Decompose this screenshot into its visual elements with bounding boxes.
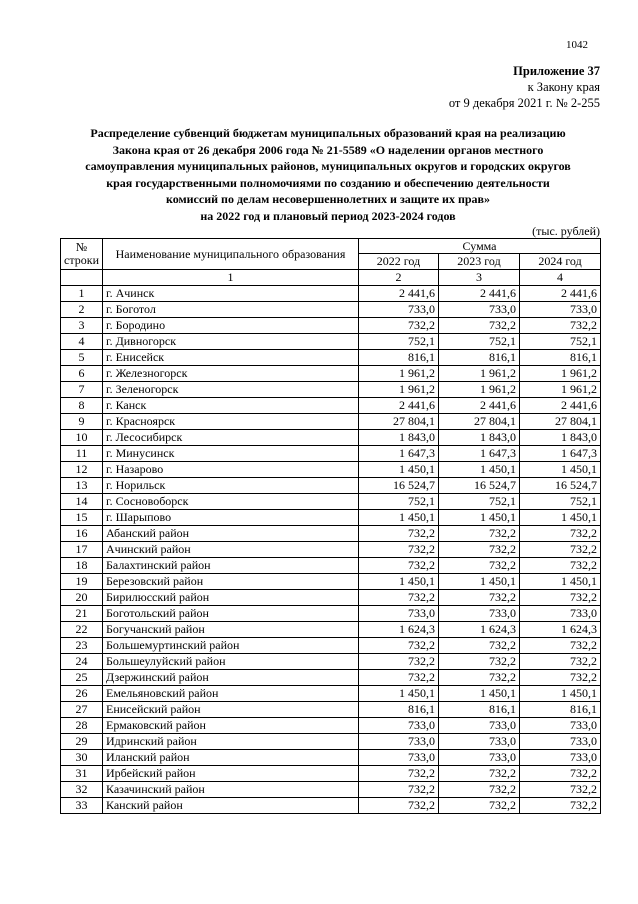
table-row	[61, 510, 601, 526]
amount-2022: 2 441,6	[359, 286, 439, 302]
amount-2023: 1 843,0	[439, 430, 520, 446]
amount-2024: 816,1	[520, 350, 601, 366]
municipality-name: г. Норильск	[103, 478, 359, 494]
municipality-name: г. Железногорск	[103, 366, 359, 382]
amount-2024: 733,0	[520, 750, 601, 766]
amount-2023: 732,2	[439, 590, 520, 606]
unit-label: (тыс. рублей)	[532, 224, 600, 238]
amount-2022: 732,2	[359, 798, 439, 814]
amount-2022: 1 647,3	[359, 446, 439, 462]
municipality-name: г. Зеленогорск	[103, 382, 359, 398]
appendix-block	[449, 63, 600, 111]
row-number: 28	[61, 718, 103, 734]
amount-2023: 732,2	[439, 318, 520, 334]
table-row	[61, 734, 601, 750]
amount-2022: 1 624,3	[359, 622, 439, 638]
amount-2023: 1 450,1	[439, 462, 520, 478]
amount-2023: 733,0	[439, 606, 520, 622]
municipality-name: Ирбейский район	[103, 766, 359, 782]
amount-2024: 1 450,1	[520, 510, 601, 526]
municipality-name: Енисейский район	[103, 702, 359, 718]
municipality-name: г. Минусинск	[103, 446, 359, 462]
amount-2024: 1 647,3	[520, 446, 601, 462]
row-number: 20	[61, 590, 103, 606]
amount-2022: 733,0	[359, 718, 439, 734]
row-number: 1	[61, 286, 103, 302]
amount-2024: 732,2	[520, 526, 601, 542]
amount-2024: 733,0	[520, 606, 601, 622]
header-year-2024: 2024 год	[520, 254, 601, 270]
amount-2022: 816,1	[359, 350, 439, 366]
table-row	[61, 382, 601, 398]
amount-2023: 733,0	[439, 734, 520, 750]
amount-2022: 732,2	[359, 654, 439, 670]
subsidy-table	[60, 238, 601, 814]
municipality-name: г. Бородино	[103, 318, 359, 334]
title-line: Распределение субвенций бюджетам муниципальных образований края на реализацию	[90, 126, 566, 140]
municipality-name: Абанский район	[103, 526, 359, 542]
row-number: 11	[61, 446, 103, 462]
row-number: 21	[61, 606, 103, 622]
column-number-empty	[61, 270, 103, 286]
amount-2022: 732,2	[359, 318, 439, 334]
municipality-name: Ермаковский район	[103, 718, 359, 734]
title-line: самоуправления муниципальных районов, муниципальных округов и городских округов	[85, 159, 571, 173]
table-row	[61, 702, 601, 718]
amount-2023: 1 961,2	[439, 366, 520, 382]
amount-2022: 1 450,1	[359, 574, 439, 590]
amount-2024: 732,2	[520, 590, 601, 606]
table-row	[61, 750, 601, 766]
title-line: края государственными полномочиями по созданию и обеспечению деятельности	[106, 175, 550, 190]
table-row	[61, 430, 601, 446]
amount-2023: 732,2	[439, 654, 520, 670]
municipality-name: Идринский район	[103, 734, 359, 750]
amount-2024: 732,2	[520, 782, 601, 798]
municipality-name: г. Ачинск	[103, 286, 359, 302]
table-row	[61, 398, 601, 414]
row-number: 19	[61, 574, 103, 590]
row-number: 4	[61, 334, 103, 350]
table-row	[61, 446, 601, 462]
row-number: 22	[61, 622, 103, 638]
amount-2022: 1 961,2	[359, 366, 439, 382]
amount-2024: 752,1	[520, 494, 601, 510]
row-number: 18	[61, 558, 103, 574]
header-row-number: № строки	[61, 239, 103, 270]
amount-2022: 732,2	[359, 526, 439, 542]
municipality-name: г. Дивногорск	[103, 334, 359, 350]
amount-2023: 1 647,3	[439, 446, 520, 462]
document-title	[58, 125, 598, 224]
row-number: 2	[61, 302, 103, 318]
municipality-name: Боготольский район	[103, 606, 359, 622]
amount-2024: 1 961,2	[520, 366, 601, 382]
amount-2023: 732,2	[439, 670, 520, 686]
municipality-name: Богучанский район	[103, 622, 359, 638]
title-line: Закона края от 26 декабря 2006 года № 21-5589 «О наделении органов местного	[112, 142, 544, 157]
municipality-name: г. Боготол	[103, 302, 359, 318]
table-row	[61, 462, 601, 478]
amount-2023: 816,1	[439, 702, 520, 718]
row-number: 31	[61, 766, 103, 782]
amount-2023: 2 441,6	[439, 398, 520, 414]
amount-2022: 732,2	[359, 766, 439, 782]
municipality-name: Иланский район	[103, 750, 359, 766]
table-row	[61, 558, 601, 574]
row-number: 12	[61, 462, 103, 478]
column-number: 3	[439, 270, 520, 286]
table-row	[61, 302, 601, 318]
amount-2023: 2 441,6	[439, 286, 520, 302]
row-number: 10	[61, 430, 103, 446]
amount-2023: 733,0	[439, 750, 520, 766]
amount-2023: 1 624,3	[439, 622, 520, 638]
amount-2023: 733,0	[439, 718, 520, 734]
header-row	[61, 239, 601, 254]
table-row	[61, 334, 601, 350]
amount-2023: 732,2	[439, 526, 520, 542]
row-number: 29	[61, 734, 103, 750]
amount-2023: 732,2	[439, 542, 520, 558]
amount-2022: 1 450,1	[359, 462, 439, 478]
amount-2024: 732,2	[520, 318, 601, 334]
table-row	[61, 414, 601, 430]
amount-2024: 733,0	[520, 718, 601, 734]
amount-2023: 1 961,2	[439, 382, 520, 398]
amount-2023: 752,1	[439, 334, 520, 350]
amount-2022: 732,2	[359, 638, 439, 654]
amount-2022: 733,0	[359, 302, 439, 318]
table-row	[61, 638, 601, 654]
table-row	[61, 478, 601, 494]
row-number: 5	[61, 350, 103, 366]
amount-2022: 1 450,1	[359, 686, 439, 702]
amount-2022: 2 441,6	[359, 398, 439, 414]
amount-2022: 27 804,1	[359, 414, 439, 430]
table-row	[61, 686, 601, 702]
municipality-name: г. Енисейск	[103, 350, 359, 366]
row-number: 13	[61, 478, 103, 494]
amount-2024: 732,2	[520, 766, 601, 782]
amount-2023: 732,2	[439, 782, 520, 798]
row-number: 14	[61, 494, 103, 510]
municipality-name: Бирилюсский район	[103, 590, 359, 606]
column-number-row	[61, 270, 601, 286]
row-number: 8	[61, 398, 103, 414]
amount-2022: 733,0	[359, 734, 439, 750]
row-number: 6	[61, 366, 103, 382]
amount-2022: 732,2	[359, 782, 439, 798]
amount-2024: 732,2	[520, 558, 601, 574]
amount-2024: 16 524,7	[520, 478, 601, 494]
table-row	[61, 494, 601, 510]
page-number: 1042	[566, 39, 588, 51]
amount-2024: 732,2	[520, 798, 601, 814]
table-row	[61, 366, 601, 382]
title-line: на 2022 год и плановый период 2023-2024 годов	[200, 208, 456, 223]
municipality-name: Большемуртинский район	[103, 638, 359, 654]
amount-2022: 752,1	[359, 334, 439, 350]
header-year-2023: 2023 год	[439, 254, 520, 270]
amount-2024: 752,1	[520, 334, 601, 350]
row-number: 33	[61, 798, 103, 814]
amount-2024: 2 441,6	[520, 398, 601, 414]
municipality-name: Большеулуйский район	[103, 654, 359, 670]
amount-2024: 733,0	[520, 302, 601, 318]
municipality-name: г. Красноярск	[103, 414, 359, 430]
amount-2022: 1 961,2	[359, 382, 439, 398]
municipality-name: Канский район	[103, 798, 359, 814]
table-row	[61, 350, 601, 366]
amount-2023: 816,1	[439, 350, 520, 366]
table-row	[61, 670, 601, 686]
row-number: 16	[61, 526, 103, 542]
amount-2024: 732,2	[520, 654, 601, 670]
table-row	[61, 286, 601, 302]
amount-2023: 1 450,1	[439, 686, 520, 702]
row-number: 26	[61, 686, 103, 702]
amount-2022: 16 524,7	[359, 478, 439, 494]
table-row	[61, 654, 601, 670]
row-number: 7	[61, 382, 103, 398]
table-row	[61, 574, 601, 590]
table-row	[61, 766, 601, 782]
column-number: 1	[103, 270, 359, 286]
municipality-name: г. Сосновоборск	[103, 494, 359, 510]
row-number: 32	[61, 782, 103, 798]
row-number: 25	[61, 670, 103, 686]
amount-2022: 732,2	[359, 558, 439, 574]
amount-2024: 816,1	[520, 702, 601, 718]
amount-2024: 1 450,1	[520, 686, 601, 702]
table-row	[61, 318, 601, 334]
municipality-name: г. Назарово	[103, 462, 359, 478]
amount-2024: 732,2	[520, 542, 601, 558]
amount-2023: 732,2	[439, 638, 520, 654]
table-row	[61, 526, 601, 542]
amount-2024: 1 450,1	[520, 462, 601, 478]
amount-2022: 732,2	[359, 590, 439, 606]
amount-2022: 732,2	[359, 542, 439, 558]
column-number: 2	[359, 270, 439, 286]
amount-2022: 733,0	[359, 750, 439, 766]
amount-2024: 732,2	[520, 638, 601, 654]
amount-2024: 733,0	[520, 734, 601, 750]
amount-2023: 1 450,1	[439, 510, 520, 526]
row-number: 17	[61, 542, 103, 558]
amount-2023: 16 524,7	[439, 478, 520, 494]
municipality-name: г. Шарыпово	[103, 510, 359, 526]
appendix-title: Приложение 37	[513, 64, 600, 78]
amount-2024: 1 843,0	[520, 430, 601, 446]
amount-2023: 752,1	[439, 494, 520, 510]
amount-2023: 1 450,1	[439, 574, 520, 590]
amount-2024: 27 804,1	[520, 414, 601, 430]
table-row	[61, 782, 601, 798]
amount-2022: 732,2	[359, 670, 439, 686]
row-number: 15	[61, 510, 103, 526]
header-sum: Сумма	[359, 239, 601, 254]
municipality-name: Балахтинский район	[103, 558, 359, 574]
amount-2022: 1 450,1	[359, 510, 439, 526]
amount-2022: 752,1	[359, 494, 439, 510]
header-year-2022: 2022 год	[359, 254, 439, 270]
amount-2022: 816,1	[359, 702, 439, 718]
appendix-law-ref: к Закону края	[527, 80, 600, 94]
row-number: 27	[61, 702, 103, 718]
amount-2022: 1 843,0	[359, 430, 439, 446]
table-row	[61, 622, 601, 638]
header-name: Наименование муниципального образования	[103, 239, 359, 270]
table-row	[61, 590, 601, 606]
row-number: 30	[61, 750, 103, 766]
table-row	[61, 718, 601, 734]
amount-2024: 1 961,2	[520, 382, 601, 398]
municipality-name: Казачинский район	[103, 782, 359, 798]
title-line: комиссий по делам несовершеннолетних и защите их прав»	[165, 192, 491, 206]
table-row	[61, 798, 601, 814]
municipality-name: г. Лесосибирск	[103, 430, 359, 446]
municipality-name: Ачинский район	[103, 542, 359, 558]
amount-2022: 733,0	[359, 606, 439, 622]
row-number: 24	[61, 654, 103, 670]
appendix-law-date: от 9 декабря 2021 г. № 2-255	[448, 96, 600, 110]
row-number: 3	[61, 318, 103, 334]
amount-2023: 732,2	[439, 558, 520, 574]
municipality-name: г. Канск	[103, 398, 359, 414]
table-body	[61, 286, 601, 814]
amount-2024: 732,2	[520, 670, 601, 686]
amount-2024: 1 624,3	[520, 622, 601, 638]
table-row	[61, 542, 601, 558]
row-number: 23	[61, 638, 103, 654]
amount-2023: 732,2	[439, 798, 520, 814]
amount-2024: 1 450,1	[520, 574, 601, 590]
municipality-name: Емельяновский район	[103, 686, 359, 702]
table-row	[61, 606, 601, 622]
amount-2024: 2 441,6	[520, 286, 601, 302]
municipality-name: Дзержинский район	[103, 670, 359, 686]
row-number: 9	[61, 414, 103, 430]
municipality-name: Березовский район	[103, 574, 359, 590]
amount-2023: 732,2	[439, 766, 520, 782]
column-number: 4	[520, 270, 601, 286]
amount-2023: 733,0	[439, 302, 520, 318]
amount-2023: 27 804,1	[439, 414, 520, 430]
